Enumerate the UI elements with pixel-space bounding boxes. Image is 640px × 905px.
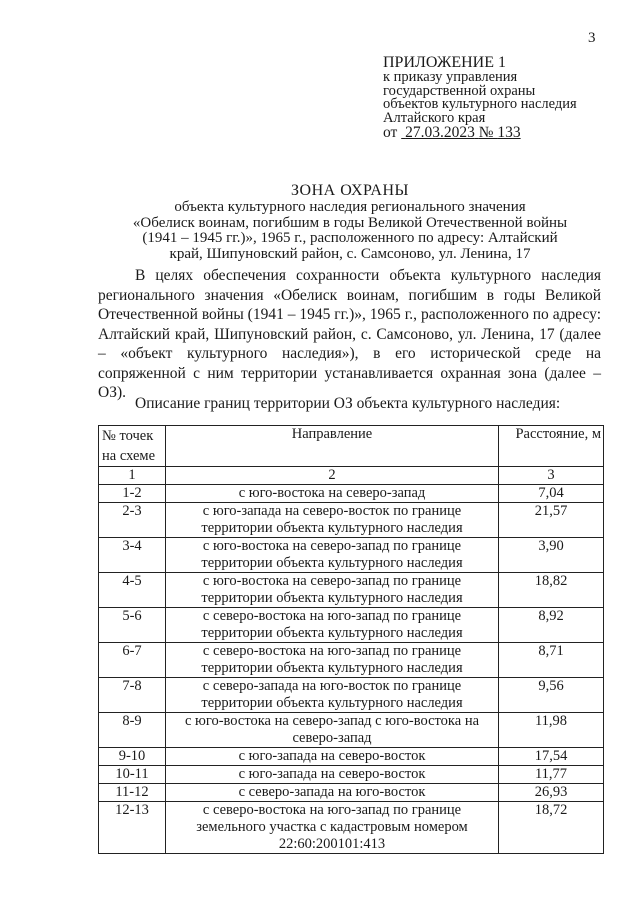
points-cell: 2-3 — [99, 503, 166, 538]
header-points: № точек на схеме — [99, 426, 166, 467]
column-number-row — [99, 467, 604, 485]
table-row — [99, 678, 604, 713]
direction-cell: с северо-востока на юго-запад по границе земельного участка с кадастровым номером 22:60:200101:413 — [166, 802, 499, 854]
heading-line: край, Шипуновский район, с. Самсоново, ул. Ленина, 17 — [169, 245, 531, 262]
order-date: 27.03.2023 — [405, 124, 475, 141]
distance-cell: 9,56 — [499, 678, 604, 713]
appendix-block — [383, 54, 633, 141]
points-cell: 6-7 — [99, 643, 166, 678]
points-cell: 10-11 — [99, 766, 166, 784]
heading-line: «Обелиск воинам, погибшим в годы Великой Отечественной войны — [132, 214, 568, 231]
points-cell: 12-13 — [99, 802, 166, 854]
direction-cell: с юго-востока на северо-запад по границе территории объекта культурного наследия — [166, 573, 499, 608]
appendix-line: Алтайского края — [383, 109, 486, 126]
intro-text: В целях обеспечения сохранности объекта культурного наследия регионального значения «Обелиск воинам, погибшим в годы Великой Отечественной войны (1941 – 1945 гг.)», 1965 г., расположенного по адресу: Алтайский край, Шипуновский район, с. Самсоново, ул. Ленина, 17 (далее – «объект культурного наследия»), в его исторической среде на сопряженной с ним территории устанавливается охранная зона (далее – ОЗ). — [98, 267, 601, 401]
distance-cell: 11,77 — [499, 766, 604, 784]
distance-cell: 26,93 — [499, 784, 604, 802]
number-sign: № — [478, 124, 494, 141]
header-distance: Расстояние, м — [499, 426, 604, 467]
distance-cell: 8,71 — [499, 643, 604, 678]
direction-cell: с северо-востока на юго-запад по границе территории объекта культурного наследия — [166, 608, 499, 643]
points-cell: 11-12 — [99, 784, 166, 802]
direction-cell: с юго-востока на северо-запад с юго-востока на северо-запад — [166, 713, 499, 748]
table-row — [99, 485, 604, 503]
appendix-line: к приказу управления — [383, 69, 518, 85]
order-number: 133 — [497, 124, 521, 141]
table-row — [99, 748, 604, 766]
header-direction: Направление — [166, 426, 499, 467]
order-date-line — [383, 125, 633, 141]
boundary-table — [98, 425, 604, 854]
table-row — [99, 608, 604, 643]
table-header-row — [99, 426, 604, 467]
table-row — [99, 503, 604, 538]
column-number: 3 — [499, 467, 604, 485]
date-prefix: от — [383, 124, 398, 141]
heading-line: объекта культурного наследия регионального значения — [174, 199, 526, 215]
direction-cell: с юго-востока на северо-запад — [166, 485, 499, 503]
page-number: 3 — [588, 30, 596, 46]
distance-cell: 21,57 — [499, 503, 604, 538]
document-heading — [60, 182, 640, 262]
direction-cell: с юго-запада на северо-восток — [166, 748, 499, 766]
points-cell: 3-4 — [99, 538, 166, 573]
table-caption: Описание границ территории ОЗ объекта культурного наследия: — [135, 395, 561, 412]
direction-cell: с северо-запада на юго-восток — [166, 784, 499, 802]
appendix-title: ПРИЛОЖЕНИЕ 1 — [383, 54, 507, 71]
table-row — [99, 713, 604, 748]
points-cell: 4-5 — [99, 573, 166, 608]
distance-cell: 7,04 — [499, 485, 604, 503]
points-cell: 8-9 — [99, 713, 166, 748]
intro-paragraph — [98, 266, 601, 403]
distance-cell: 8,92 — [499, 608, 604, 643]
appendix-line: объектов культурного наследия — [383, 96, 577, 112]
column-number: 1 — [99, 467, 166, 485]
appendix-line: государственной охраны — [383, 82, 536, 99]
distance-cell: 18,72 — [499, 802, 604, 854]
table-row — [99, 538, 604, 573]
direction-cell: с юго-запада на северо-восток по границе территории объекта культурного наследия — [166, 503, 499, 538]
direction-cell: с северо-запада на юго-восток по границе территории объекта культурного наследия — [166, 678, 499, 713]
points-cell: 9-10 — [99, 748, 166, 766]
heading-line: (1941 – 1945 гг.)», 1965 г., расположенного по адресу: Алтайский — [142, 230, 558, 247]
distance-cell: 17,54 — [499, 748, 604, 766]
distance-cell: 3,90 — [499, 538, 604, 573]
document-title: ЗОНА ОХРАНЫ — [291, 182, 409, 199]
distance-cell: 11,98 — [499, 713, 604, 748]
table-row — [99, 573, 604, 608]
distance-cell: 18,82 — [499, 573, 604, 608]
direction-cell: с северо-востока на юго-запад по границе территории объекта культурного наследия — [166, 643, 499, 678]
table-row — [99, 784, 604, 802]
points-cell: 1-2 — [99, 485, 166, 503]
points-cell: 7-8 — [99, 678, 166, 713]
table-row — [99, 802, 604, 854]
table-row — [99, 643, 604, 678]
table-row — [99, 766, 604, 784]
points-cell: 5-6 — [99, 608, 166, 643]
direction-cell: с юго-запада на северо-восток — [166, 766, 499, 784]
direction-cell: с юго-востока на северо-запад по границе территории объекта культурного наследия — [166, 538, 499, 573]
column-number: 2 — [166, 467, 499, 485]
